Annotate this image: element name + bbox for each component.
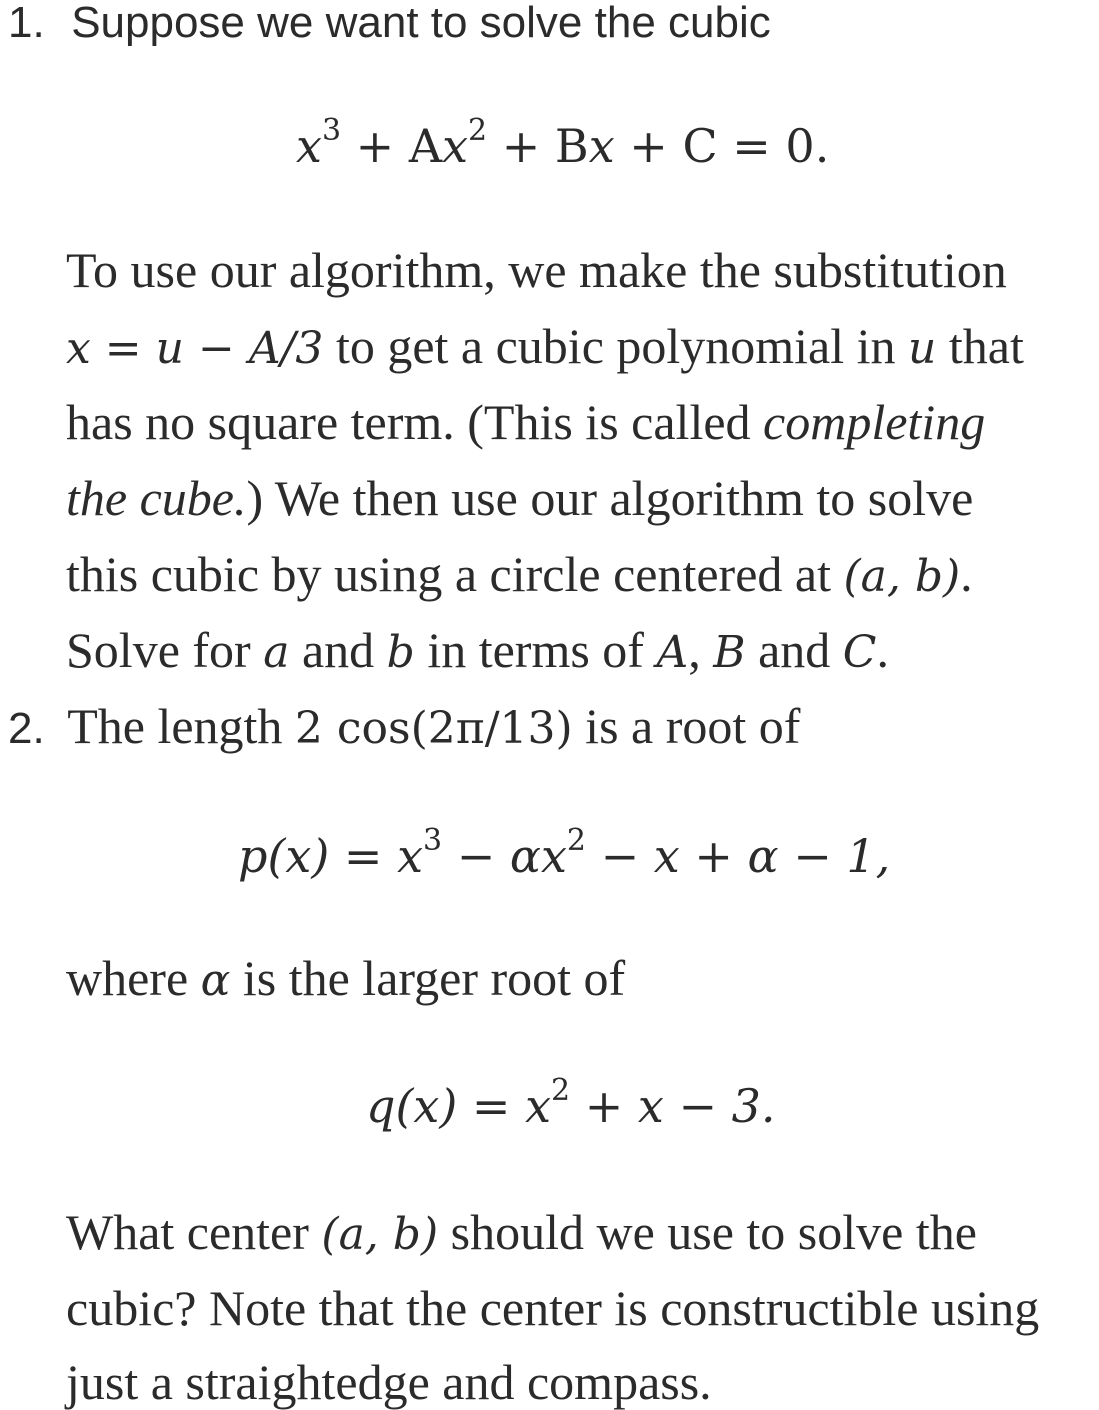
cubic-equation: $x^3 + Ax^2 + Bx + C = 0$. bbox=[296, 113, 830, 173]
p-equation: $p(x) = x^3 - \alpha x^2 - x + \alpha - 1$, bbox=[238, 823, 891, 883]
item-1-header bbox=[8, 0, 771, 51]
question-line-3-cutoff: just a straightedge and compass. bbox=[66, 1354, 712, 1410]
center-math: (a, b) bbox=[843, 551, 961, 602]
para-line-4: the cube.) We then use our algorithm to solve bbox=[66, 470, 974, 526]
item-2-number: 2. bbox=[8, 704, 45, 753]
where-line: where α is the larger root of bbox=[66, 950, 626, 1006]
question-line-1: What center (a, b) should we use to solve the bbox=[66, 1204, 977, 1260]
item-2-header: 2. The length 2 cos(2π/13) is a root of bbox=[8, 698, 801, 754]
q-equation: $q(x) = x^2 + x - 3$. bbox=[366, 1073, 776, 1133]
length-math: 2 cos(2π/13) bbox=[294, 703, 573, 754]
para-line-6: Solve for a and b in terms of A, B and C. bbox=[66, 622, 889, 678]
para-line-5: this cubic by using a circle centered at (a, b). bbox=[66, 546, 973, 602]
question-line-2: cubic? Note that the center is constructible using bbox=[66, 1280, 1040, 1336]
substitution-math: x = u − A/3 bbox=[66, 323, 324, 374]
para-line-1: To use our algorithm, we make the substitution bbox=[66, 242, 1007, 298]
completing-term: completing bbox=[763, 394, 986, 450]
item-1-intro: Suppose we want to solve the cubic bbox=[71, 0, 771, 47]
para-line-2: x = u − A/3 to get a cubic polynomial in u that bbox=[66, 318, 1024, 374]
item-1-number: 1. bbox=[8, 0, 45, 47]
para-line-3: has no square term. (This is called completing bbox=[66, 394, 986, 450]
